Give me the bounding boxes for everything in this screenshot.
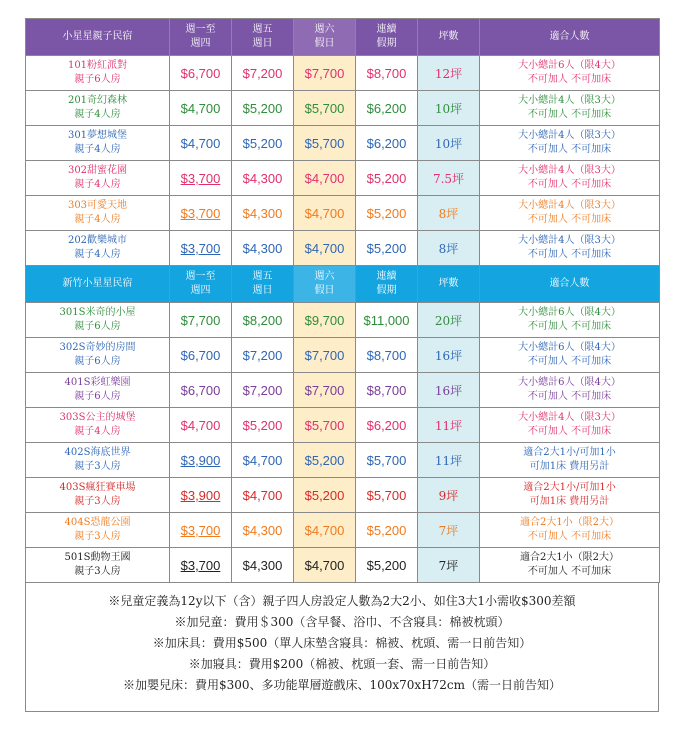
room-size-cell (418, 513, 480, 548)
fri-sun-price-cell (232, 408, 294, 443)
holiday-price-cell (356, 91, 418, 126)
weekday-price: $4,700 (180, 417, 221, 433)
table-row (26, 443, 660, 478)
saturday-price: $4,700 (304, 522, 345, 538)
room-type: 親子6人房 (74, 391, 121, 402)
room-size: 12坪 (434, 66, 463, 81)
room-size: 7.5坪 (432, 171, 465, 186)
room-size: 10坪 (434, 136, 463, 151)
fri-sun-price: $7,200 (242, 65, 283, 81)
capacity-line2: 可加1床 費用另計 (529, 496, 610, 507)
room-size-cell (418, 56, 480, 91)
capacity-line2: 不可加人 不可加床 (527, 74, 612, 85)
capacity-cell (480, 373, 660, 408)
holiday-price: $5,200 (366, 240, 407, 256)
room-size: 11坪 (434, 418, 463, 433)
holiday-price: $6,200 (366, 100, 407, 116)
holiday-price: $11,000 (363, 312, 410, 328)
saturday-price: $4,700 (304, 205, 345, 221)
header-fri_sun-line2: 週日 (252, 38, 273, 49)
weekday-price-cell (170, 56, 232, 91)
room-size: 8坪 (438, 241, 459, 256)
header-fri_sun-line1: 週五 (252, 271, 273, 282)
capacity-line2: 不可加人 不可加床 (527, 249, 612, 260)
capacity-line2: 不可加人 不可加床 (527, 531, 612, 542)
holiday-price-cell (356, 126, 418, 161)
capacity-line1: 適合2大1小（限2大） (519, 517, 620, 528)
room-size: 11坪 (434, 453, 463, 468)
capacity-cell (480, 338, 660, 373)
table-row (26, 548, 660, 583)
capacity-line2: 可加1床 費用另計 (529, 461, 610, 472)
weekday-price-cell (170, 373, 232, 408)
capacity-line2: 不可加人 不可加床 (527, 179, 612, 190)
room-size-cell (418, 161, 480, 196)
holiday-price-cell (356, 408, 418, 443)
header-weekday-line2: 週四 (190, 285, 211, 296)
weekday-price: $6,700 (180, 65, 221, 81)
holiday-price: $8,700 (366, 65, 407, 81)
room-type: 親子6人房 (74, 356, 121, 367)
fri-sun-price: $4,300 (242, 240, 283, 256)
weekday-price: $3,700 (180, 522, 221, 538)
weekday-price-cell (170, 126, 232, 161)
table-row (26, 478, 660, 513)
holiday-price: $5,200 (366, 205, 407, 221)
price-table-container (25, 18, 659, 712)
capacity-line2: 不可加人 不可加床 (527, 391, 612, 402)
capacity-line1: 大小總計4人（限3大） (518, 130, 621, 141)
room-size-cell (418, 231, 480, 266)
capacity-cell (480, 548, 660, 583)
fri-sun-price: $7,200 (242, 382, 283, 398)
saturday-price: $5,700 (304, 417, 345, 433)
header-fri_sun-cell (232, 266, 294, 303)
room-type: 親子3人房 (74, 461, 121, 472)
room-size-cell (418, 91, 480, 126)
saturday-price: $9,700 (304, 312, 345, 328)
room-name-cell (26, 56, 170, 91)
weekday-price-cell (170, 548, 232, 583)
table-row (26, 513, 660, 548)
header-name: 小星星親子民宿 (62, 31, 133, 42)
saturday-price: $7,700 (304, 382, 345, 398)
room-name: 302甜蜜花園 (67, 165, 128, 176)
room-name: 202歡樂城市 (67, 235, 128, 246)
saturday-price: $4,700 (304, 557, 345, 573)
header-saturday-cell (294, 19, 356, 56)
saturday-price: $4,700 (304, 240, 345, 256)
header-size: 坪數 (438, 278, 459, 289)
room-size: 10坪 (434, 101, 463, 116)
saturday-price-cell (294, 338, 356, 373)
section-header-row (26, 266, 660, 303)
capacity-cell (480, 231, 660, 266)
room-name-cell (26, 303, 170, 338)
room-name: 402S海底世界 (64, 447, 131, 458)
capacity-line2: 不可加人 不可加床 (527, 426, 612, 437)
room-type: 親子6人房 (74, 74, 121, 85)
room-name-cell (26, 443, 170, 478)
holiday-price: $6,200 (366, 417, 407, 433)
room-size: 9坪 (438, 488, 459, 503)
table-row (26, 373, 660, 408)
saturday-price-cell (294, 231, 356, 266)
room-size-cell (418, 126, 480, 161)
header-capacity-cell (480, 19, 660, 56)
room-name: 501S動物王國 (64, 552, 131, 563)
fri-sun-price-cell (232, 231, 294, 266)
room-name-cell (26, 513, 170, 548)
fri-sun-price: $4,300 (242, 205, 283, 221)
weekday-price-cell (170, 408, 232, 443)
saturday-price: $7,700 (304, 65, 345, 81)
header-name-cell (26, 19, 170, 56)
room-size: 16坪 (434, 383, 463, 398)
holiday-price-cell (356, 478, 418, 513)
holiday-price-cell (356, 338, 418, 373)
fri-sun-price-cell (232, 56, 294, 91)
weekday-price: $3,900 (180, 452, 221, 468)
saturday-price-cell (294, 478, 356, 513)
holiday-price-cell (356, 548, 418, 583)
fri-sun-price-cell (232, 443, 294, 478)
header-weekday-line1: 週一至 (185, 271, 216, 282)
room-type: 親子4人房 (74, 214, 121, 225)
header-fri_sun-line1: 週五 (252, 24, 273, 35)
saturday-price-cell (294, 126, 356, 161)
room-name-cell (26, 231, 170, 266)
saturday-price: $5,700 (304, 135, 345, 151)
holiday-price-cell (356, 231, 418, 266)
fri-sun-price: $4,300 (242, 522, 283, 538)
holiday-price: $8,700 (366, 347, 407, 363)
fri-sun-price-cell (232, 373, 294, 408)
fri-sun-price: $4,300 (242, 170, 283, 186)
header-saturday-line2: 假日 (314, 285, 335, 296)
room-name-cell (26, 373, 170, 408)
weekday-price-cell (170, 478, 232, 513)
table-row (26, 196, 660, 231)
saturday-price-cell (294, 303, 356, 338)
header-saturday-line1: 週六 (314, 271, 335, 282)
fri-sun-price: $7,200 (242, 347, 283, 363)
capacity-line1: 大小總計4人（限3大） (518, 95, 621, 106)
capacity-cell (480, 303, 660, 338)
header-holiday-line2: 假期 (376, 285, 397, 296)
capacity-cell (480, 161, 660, 196)
room-name-cell (26, 91, 170, 126)
notes-box (25, 583, 659, 712)
header-name: 新竹小星星民宿 (62, 278, 133, 289)
section-header-row (26, 19, 660, 56)
weekday-price-cell (170, 338, 232, 373)
room-name-cell (26, 478, 170, 513)
note-line: ※加兒童：費用＄300（含早餐、浴巾、不含寢具：棉被枕頭） (174, 615, 510, 629)
header-saturday-cell (294, 266, 356, 303)
header-weekday-cell (170, 266, 232, 303)
saturday-price: $5,200 (304, 452, 345, 468)
header-saturday-line1: 週六 (314, 24, 335, 35)
capacity-line1: 大小總計6人（限4大） (518, 342, 621, 353)
capacity-cell (480, 443, 660, 478)
header-size-cell (418, 266, 480, 303)
room-name: 404S恐龍公園 (64, 517, 131, 528)
table-row (26, 338, 660, 373)
header-size-cell (418, 19, 480, 56)
saturday-price-cell (294, 408, 356, 443)
weekday-price: $3,900 (180, 487, 221, 503)
room-name: 401S彩虹樂園 (64, 377, 131, 388)
capacity-line1: 適合2大1小（限2大） (519, 552, 620, 563)
table-row (26, 231, 660, 266)
header-holiday-line1: 連續 (376, 271, 397, 282)
fri-sun-price-cell (232, 91, 294, 126)
room-size-cell (418, 338, 480, 373)
weekday-price: $4,700 (180, 135, 221, 151)
fri-sun-price-cell (232, 338, 294, 373)
header-weekday-line2: 週四 (190, 38, 211, 49)
saturday-price-cell (294, 443, 356, 478)
table-row (26, 56, 660, 91)
room-type: 親子4人房 (74, 144, 121, 155)
table-row (26, 303, 660, 338)
header-saturday-line2: 假日 (314, 38, 335, 49)
weekday-price: $3,700 (180, 557, 221, 573)
holiday-price-cell (356, 56, 418, 91)
room-name: 403S瘋狂賽車場 (59, 482, 136, 493)
room-name: 201奇幻森林 (67, 95, 128, 106)
fri-sun-price-cell (232, 303, 294, 338)
capacity-line1: 大小總計4人（限3大） (518, 165, 621, 176)
room-size: 20坪 (434, 313, 463, 328)
saturday-price-cell (294, 196, 356, 231)
weekday-price-cell (170, 513, 232, 548)
note-line: ※加床具：費用$500（單人床墊含寢具：棉被、枕頭、需一日前告知） (152, 636, 532, 650)
header-holiday-line2: 假期 (376, 38, 397, 49)
room-name-cell (26, 126, 170, 161)
room-name-cell (26, 161, 170, 196)
capacity-line1: 大小總計4人（限3大） (518, 200, 621, 211)
capacity-line1: 大小總計6人（限4大） (518, 60, 621, 71)
capacity-cell (480, 478, 660, 513)
saturday-price-cell (294, 548, 356, 583)
holiday-price: $5,200 (366, 557, 407, 573)
holiday-price: $5,700 (366, 487, 407, 503)
weekday-price-cell (170, 161, 232, 196)
capacity-cell (480, 513, 660, 548)
room-size-cell (418, 196, 480, 231)
fri-sun-price: $5,200 (242, 135, 283, 151)
room-type: 親子3人房 (74, 531, 121, 542)
header-holiday-cell (356, 19, 418, 56)
capacity-line2: 不可加人 不可加床 (527, 109, 612, 120)
fri-sun-price-cell (232, 196, 294, 231)
weekday-price-cell (170, 231, 232, 266)
capacity-line2: 不可加人 不可加床 (527, 566, 612, 577)
header-capacity-cell (480, 266, 660, 303)
table-row (26, 91, 660, 126)
holiday-price-cell (356, 161, 418, 196)
header-capacity: 適合人數 (549, 31, 590, 42)
weekday-price-cell (170, 303, 232, 338)
weekday-price: $4,700 (180, 100, 221, 116)
holiday-price: $5,200 (366, 170, 407, 186)
fri-sun-price-cell (232, 548, 294, 583)
table-row (26, 408, 660, 443)
room-type: 親子3人房 (74, 566, 121, 577)
weekday-price: $7,700 (180, 312, 221, 328)
fri-sun-price-cell (232, 161, 294, 196)
saturday-price-cell (294, 373, 356, 408)
room-name-cell (26, 408, 170, 443)
holiday-price-cell (356, 373, 418, 408)
fri-sun-price: $5,200 (242, 100, 283, 116)
holiday-price-cell (356, 196, 418, 231)
capacity-line1: 適合2大1小/可加1小 (523, 482, 616, 493)
saturday-price-cell (294, 161, 356, 196)
capacity-cell (480, 56, 660, 91)
note-line: ※加寢具：費用$200（棉被、枕頭一套、需一日前告知） (188, 657, 496, 671)
header-size: 坪數 (438, 31, 459, 42)
fri-sun-price-cell (232, 478, 294, 513)
fri-sun-price: $8,200 (242, 312, 283, 328)
weekday-price: $3,700 (180, 170, 221, 186)
weekday-price-cell (170, 443, 232, 478)
room-size-cell (418, 373, 480, 408)
weekday-price: $6,700 (180, 382, 221, 398)
capacity-line1: 大小總計4人（限3大） (518, 412, 621, 423)
room-size: 7坪 (438, 523, 459, 538)
room-size: 8坪 (438, 206, 459, 221)
room-name: 303可愛天地 (67, 200, 128, 211)
capacity-cell (480, 408, 660, 443)
fri-sun-price-cell (232, 513, 294, 548)
header-name-cell (26, 266, 170, 303)
room-type: 親子4人房 (74, 249, 121, 260)
fri-sun-price: $4,700 (242, 452, 283, 468)
header-holiday-cell (356, 266, 418, 303)
holiday-price: $5,700 (366, 452, 407, 468)
table-row (26, 161, 660, 196)
saturday-price: $5,700 (304, 100, 345, 116)
room-name: 302S奇妙的房間 (59, 342, 136, 353)
weekday-price-cell (170, 91, 232, 126)
weekday-price: $6,700 (180, 347, 221, 363)
room-size-cell (418, 478, 480, 513)
room-name: 301S米奇的小屋 (59, 307, 136, 318)
saturday-price: $7,700 (304, 347, 345, 363)
header-holiday-line1: 連續 (376, 24, 397, 35)
room-type: 親子4人房 (74, 109, 121, 120)
saturday-price: $5,200 (304, 487, 345, 503)
note-line: ※加嬰兒床：費用$300、多功能單層遊戲床、100x70xH72cm（需一日前告知） (122, 678, 562, 692)
header-fri_sun-line2: 週日 (252, 285, 273, 296)
capacity-line2: 不可加人 不可加床 (527, 144, 612, 155)
room-size-cell (418, 548, 480, 583)
room-size-cell (418, 443, 480, 478)
fri-sun-price: $4,700 (242, 487, 283, 503)
saturday-price-cell (294, 513, 356, 548)
saturday-price-cell (294, 56, 356, 91)
capacity-cell (480, 126, 660, 161)
note-line: ※兒童定義為12y以下（含）親子四人房設定人數為2大2小、如住3大1小需收$300差額 (108, 594, 576, 608)
fri-sun-price: $5,200 (242, 417, 283, 433)
room-type: 親子4人房 (74, 426, 121, 437)
capacity-line1: 大小總計4人（限3大） (518, 235, 621, 246)
capacity-cell (480, 91, 660, 126)
room-name-cell (26, 196, 170, 231)
room-type: 親子4人房 (74, 179, 121, 190)
capacity-line2: 不可加人 不可加床 (527, 356, 612, 367)
room-size-cell (418, 408, 480, 443)
table-row (26, 126, 660, 161)
fri-sun-price: $4,300 (242, 557, 283, 573)
room-name-cell (26, 548, 170, 583)
saturday-price: $4,700 (304, 170, 345, 186)
capacity-line1: 大小總計6人（限4大） (518, 307, 621, 318)
header-capacity: 適合人數 (549, 278, 590, 289)
room-name: 101粉紅派對 (67, 60, 128, 71)
capacity-line1: 適合2大1小/可加1小 (523, 447, 616, 458)
holiday-price-cell (356, 303, 418, 338)
room-size: 7坪 (438, 558, 459, 573)
weekday-price: $3,700 (180, 240, 221, 256)
weekday-price: $3,700 (180, 205, 221, 221)
header-weekday-cell (170, 19, 232, 56)
holiday-price-cell (356, 443, 418, 478)
fri-sun-price-cell (232, 126, 294, 161)
room-size-cell (418, 303, 480, 338)
room-name-cell (26, 338, 170, 373)
room-rate-table (25, 18, 660, 583)
header-fri_sun-cell (232, 19, 294, 56)
header-weekday-line1: 週一至 (185, 24, 216, 35)
room-size: 16坪 (434, 348, 463, 363)
capacity-cell (480, 196, 660, 231)
capacity-line2: 不可加人 不可加床 (527, 214, 612, 225)
holiday-price: $5,200 (366, 522, 407, 538)
room-name: 303S公主的城堡 (59, 412, 136, 423)
weekday-price-cell (170, 196, 232, 231)
room-name: 301夢想城堡 (67, 130, 128, 141)
room-type: 親子6人房 (74, 321, 121, 332)
capacity-line1: 大小總計6人（限4大） (518, 377, 621, 388)
holiday-price: $6,200 (366, 135, 407, 151)
holiday-price: $8,700 (366, 382, 407, 398)
holiday-price-cell (356, 513, 418, 548)
room-type: 親子3人房 (74, 496, 121, 507)
capacity-line2: 不可加人 不可加床 (527, 321, 612, 332)
saturday-price-cell (294, 91, 356, 126)
